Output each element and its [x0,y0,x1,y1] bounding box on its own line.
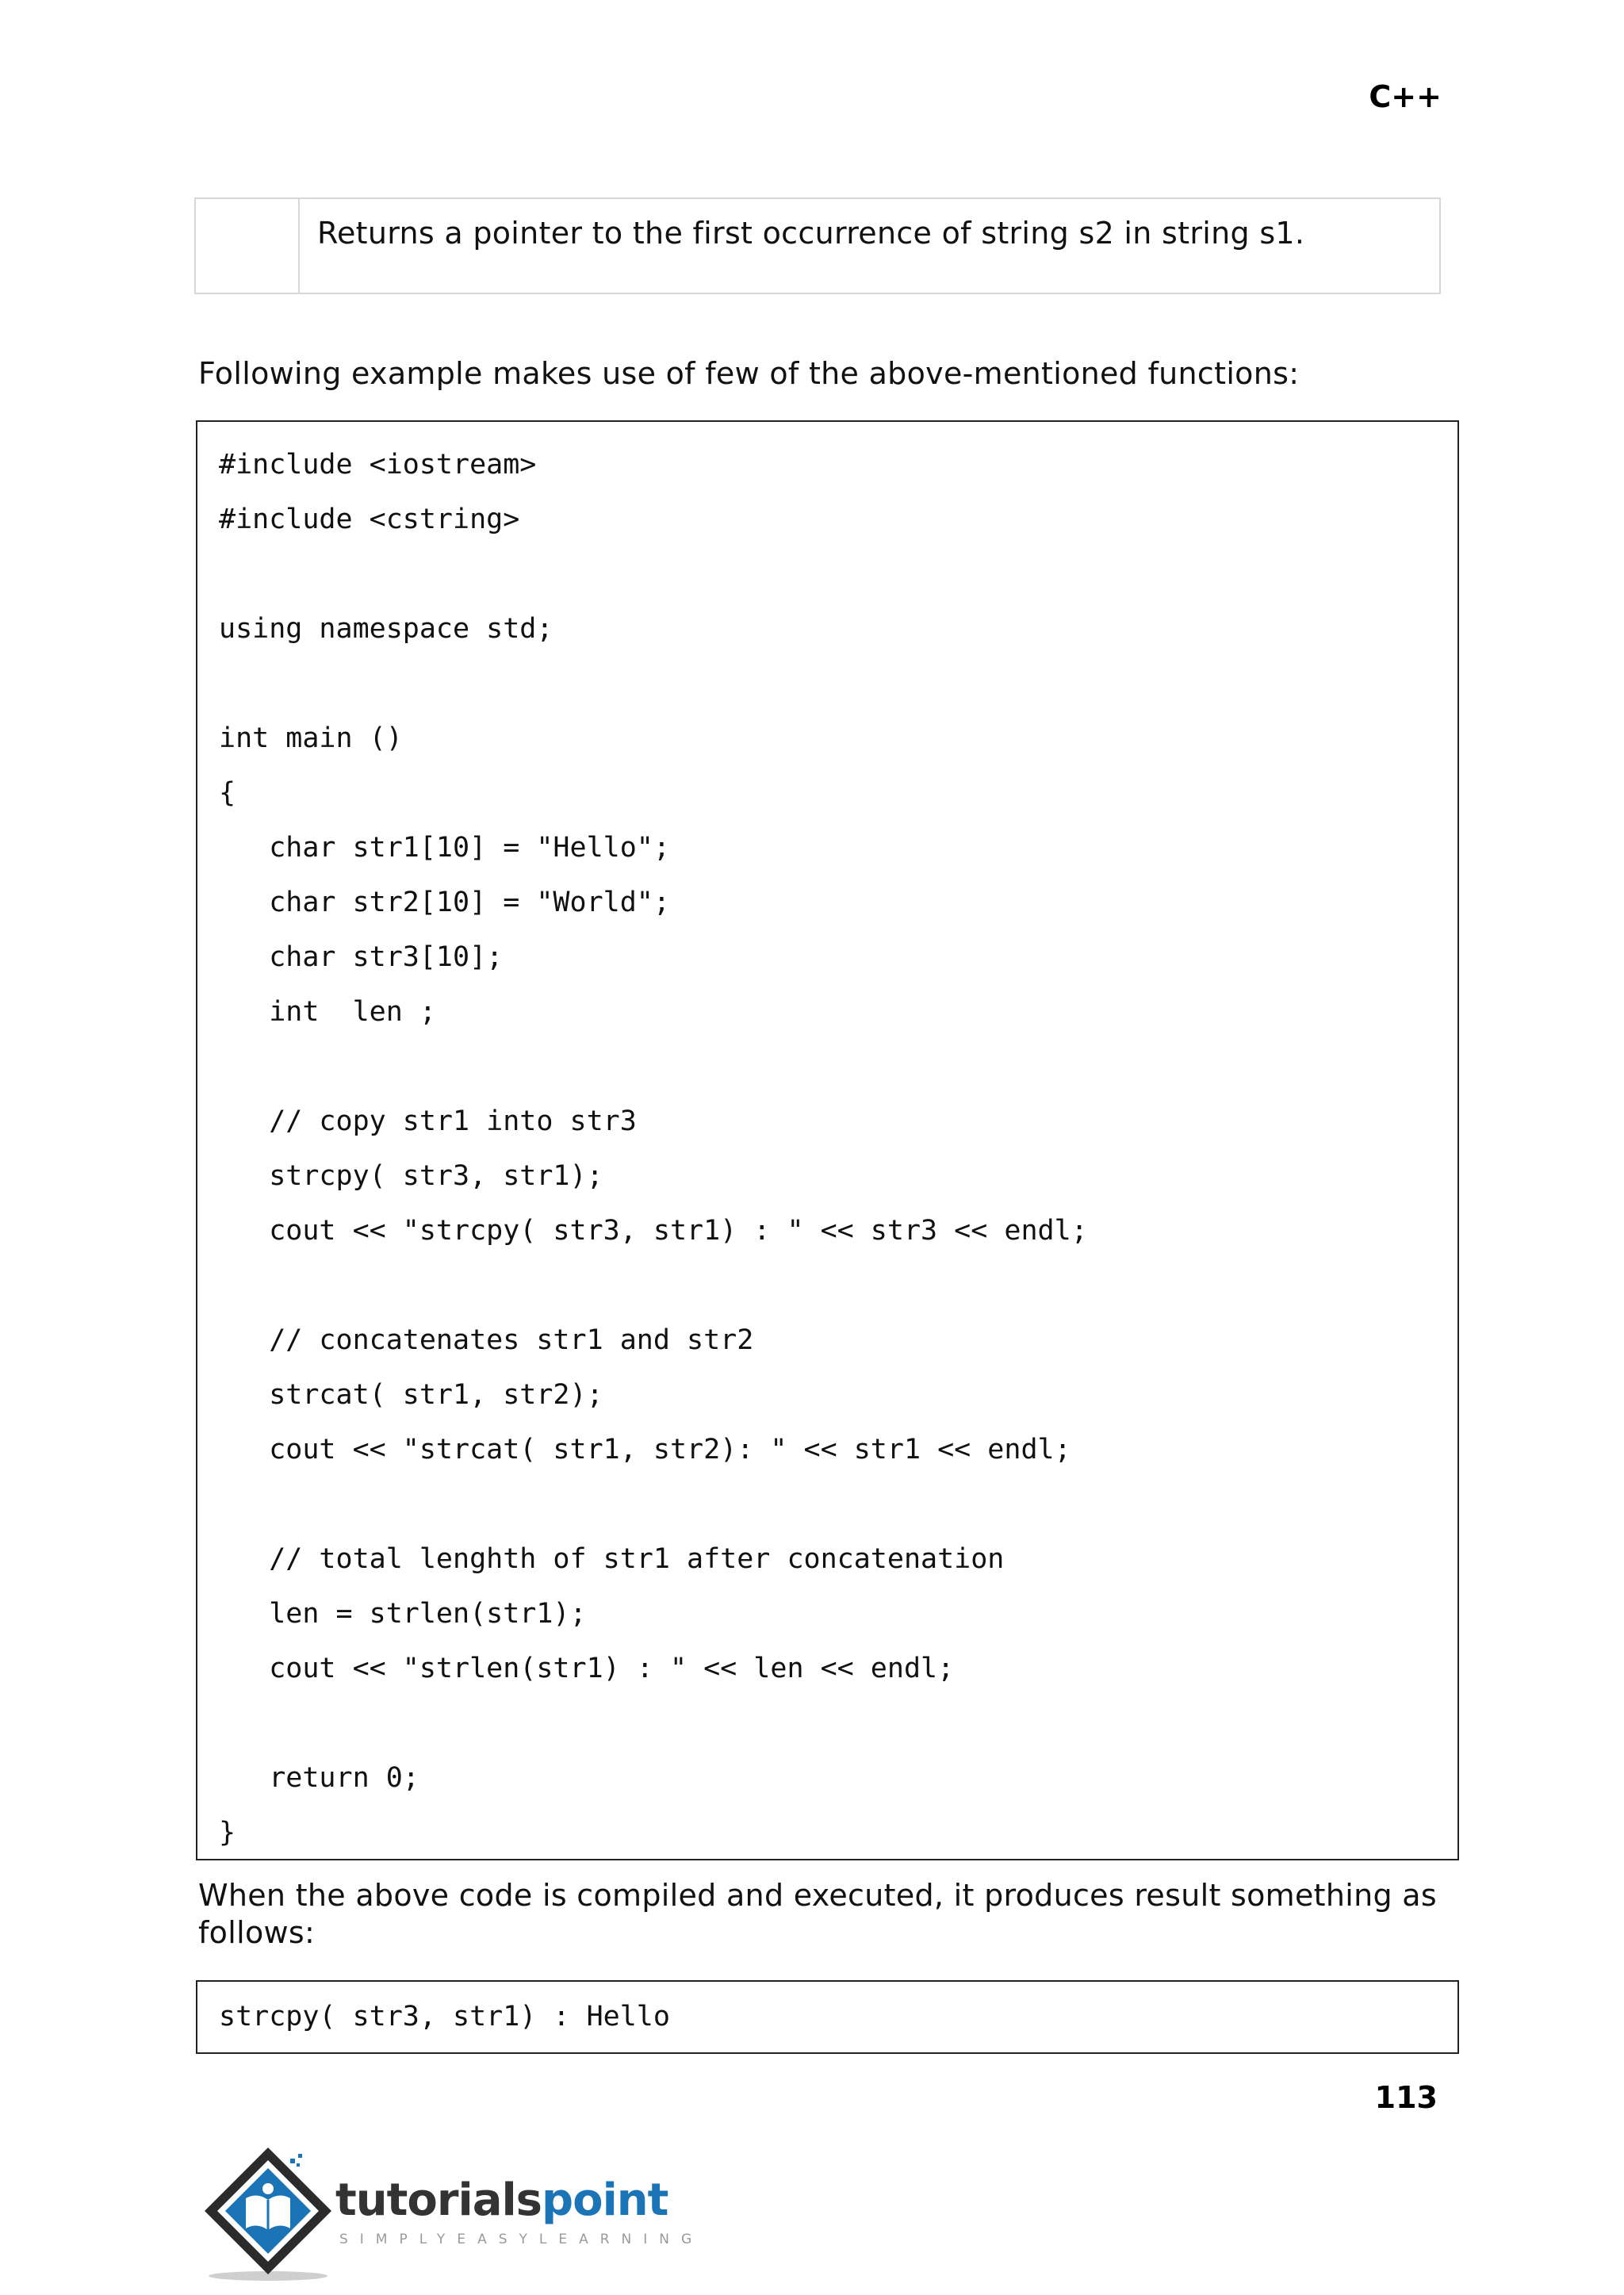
code-line [219,1259,1457,1313]
logo-brand-text [335,2174,668,2226]
logo-brand-part2: point [542,2174,668,2226]
logo-brand-part1: tutorials [335,2174,542,2226]
code-line: #include <iostream> [219,449,537,481]
code-line: int main () [219,722,403,754]
code-line: } [219,1817,236,1849]
output-block [196,1980,1459,2054]
code-line: return 0; [219,1762,419,1794]
logo-emblem-icon [197,2141,339,2284]
tutorialspoint-logo [197,2141,704,2284]
output-line: strcpy( str3, str1) : Hello [219,2001,670,2033]
logo-tagline: SIMPLYEASYLEARNING [339,2232,704,2247]
code-line [219,1040,1457,1094]
page-number: 113 [1374,2080,1438,2115]
code-line: strcpy( str3, str1); [219,1160,603,1192]
code-line [219,547,1457,602]
intro-paragraph: Following example makes use of few of the above-mentioned functions: [198,356,1300,391]
code-line [219,1477,1457,1532]
result-paragraph: When the above code is compiled and executed, it produces result something as follows: [198,1878,1437,1950]
code-line: cout << "strlen(str1) : " << len << endl; [219,1653,955,1684]
code-line: #include <cstring> [219,504,520,535]
code-line: char str3[10]; [219,941,504,973]
code-block [196,420,1459,1860]
code-line: cout << "strcat( str1, str2): " << str1 << endl; [219,1434,1071,1466]
code-line: char str2[10] = "World"; [219,887,670,918]
code-line: strcat( str1, str2); [219,1379,603,1411]
code-line [219,1696,1457,1751]
code-line [219,657,1457,711]
function-description-cell: Returns a pointer to the first occurrence of string s2 in string s1. [317,216,1305,251]
definition-table-row [194,197,1441,294]
code-line: using namespace std; [219,613,553,645]
code-line: // concatenates str1 and str2 [219,1324,754,1356]
code-line: char str1[10] = "Hello"; [219,832,670,864]
code-line: cout << "strcpy( str3, str1) : " << str3 << endl; [219,1215,1088,1247]
code-line: int len ; [219,996,436,1028]
code-line: { [219,777,236,809]
code-line: // total lenghth of str1 after concatenation [219,1543,1005,1575]
code-line: len = strlen(str1); [219,1598,587,1630]
function-number-cell [196,199,300,293]
document-header-title: C++ [1369,79,1442,114]
code-line: // copy str1 into str3 [219,1105,637,1137]
